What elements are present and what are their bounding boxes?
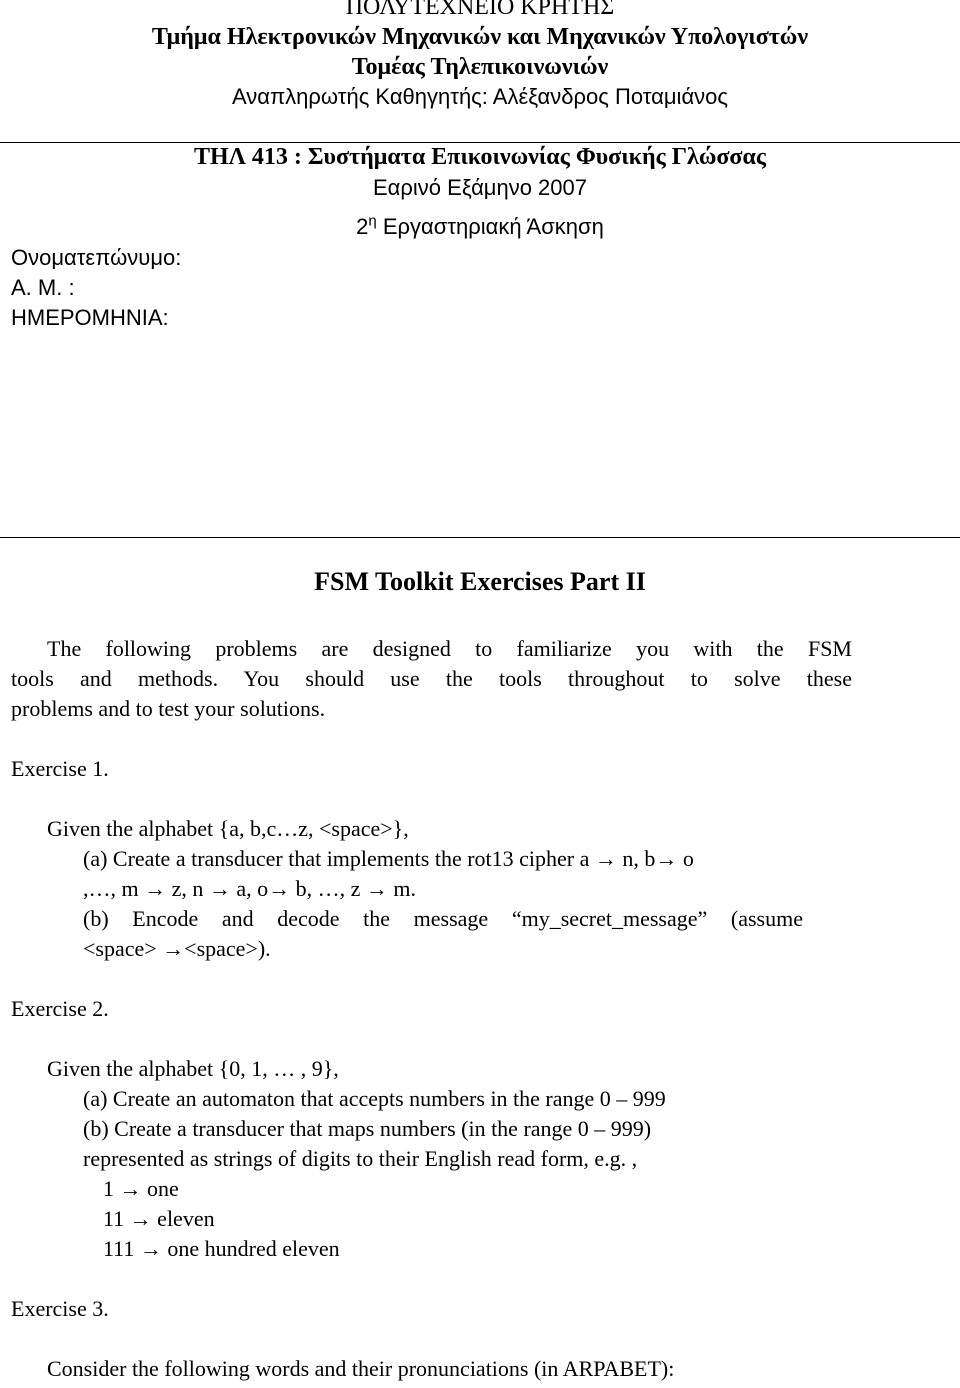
exercise-2-part-b-line-1: (b) Create a transducer that maps numbers (in the range 0 – 999) [83, 1116, 652, 1141]
lab-number: 2 [356, 214, 369, 239]
exercise-2-example-2: 11 → eleven [103, 1206, 215, 1231]
intro-line-2: tools and methods. You should use the tools throughout to solve these [11, 666, 852, 691]
exercise-2-example-1: 1 → one [103, 1176, 179, 1201]
exercise-2-given: Given the alphabet {0, 1, … , 9}, [47, 1056, 339, 1081]
date-field-label: ΗΜΕΡΟΜΗΝΙΑ: [11, 305, 169, 330]
exercise-1-part-b-line-2: <space> →<space>). [83, 936, 271, 961]
exercise-1-given: Given the alphabet {a, b,c…z, <space>}, [47, 816, 409, 841]
exercise-2-example-3: 111 → one hundred eleven [103, 1236, 340, 1261]
exercise-3-heading: Exercise 3. [11, 1296, 109, 1321]
exercise-1-part-a-line-2: ,…, m → z, n → a, o→ b, …, z → m. [83, 876, 417, 901]
exercise-1-part-a-line-1: (a) Create a transducer that implements the rot13 cipher a → n, b→ o [83, 846, 694, 871]
semester: Εαρινό Εξάμηνο 2007 [373, 175, 587, 200]
exercise-2-heading: Exercise 2. [11, 996, 109, 1021]
exercise-2-part-a: (a) Create an automaton that accepts numbers in the range 0 – 999 [83, 1086, 666, 1111]
header-divider [0, 142, 960, 143]
lab-title [0, 214, 960, 240]
intro-line-3: problems and to test your solutions. [11, 696, 326, 721]
lab-title-text: Εργαστηριακή Άσκηση [382, 214, 604, 239]
intro-line-1: The following problems are designed to familiarize you with the FSM [47, 636, 852, 661]
exercise-3-given: Consider the following words and their pronunciations (in ARPABET): [47, 1356, 675, 1381]
body-divider [0, 537, 960, 538]
professor-line: Αναπληρωτής Καθηγητής: Αλέξανδρος Ποταμιάνος [232, 84, 728, 109]
exercise-1-part-b-line-1: (b) Encode and decode the message “my_secret_message” (assume [83, 906, 803, 931]
course-title: ΤΗΛ 413 : Συστήματα Επικοινωνίας Φυσικής Γλώσσας [193, 144, 766, 170]
university-name: ΠΟΛΥΤΕΧΝΕΙΟ ΚΡΗΤΗΣ [345, 0, 615, 20]
name-field-label: Ονοματεπώνυμο: [11, 245, 182, 270]
id-field-label: Α. Μ. : [11, 275, 75, 300]
exercise-1-heading: Exercise 1. [11, 756, 109, 781]
lab-number-suffix: η [368, 212, 377, 230]
document-title: FSM Toolkit Exercises Part II [314, 567, 646, 596]
division-name: Τομέας Τηλεπικοινωνιών [351, 54, 609, 80]
exercise-2-part-b-line-2: represented as strings of digits to their English read form, e.g. , [83, 1146, 638, 1171]
department-name: Τμήμα Ηλεκτρονικών Μηχανικών και Μηχανικών Υπολογιστών [151, 24, 809, 50]
